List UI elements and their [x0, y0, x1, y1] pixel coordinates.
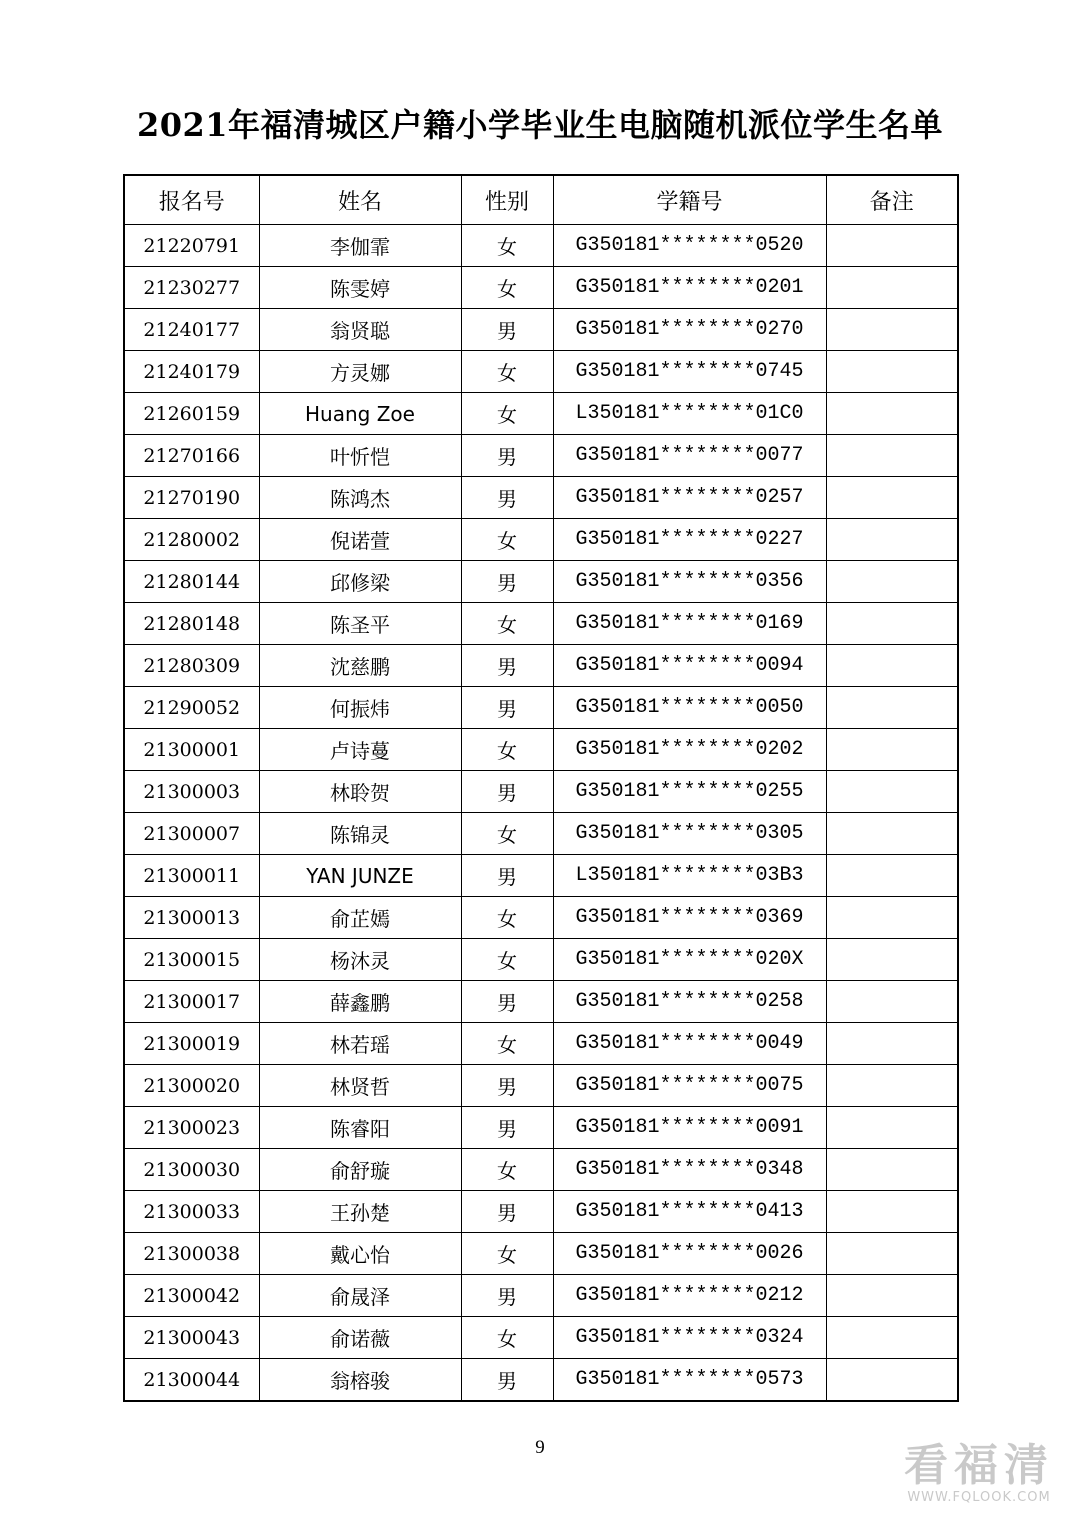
table-row: [124, 939, 958, 981]
table-body: [124, 225, 958, 1402]
page-title: 2021年福清城区户籍小学毕业生电脑随机派位学生名单: [136, 106, 944, 144]
student-id-cell: G350181********020X: [553, 939, 826, 981]
name-cell: 俞诺薇: [259, 1317, 461, 1359]
name-cell: 翁榕骏: [259, 1359, 461, 1402]
name-cell: 陈鸿杰: [259, 477, 461, 519]
remarks-cell: [826, 393, 958, 435]
table-row: [124, 351, 958, 393]
registration-number-cell: 21300023: [124, 1107, 259, 1149]
table-row: [124, 1275, 958, 1317]
gender-cell: 女: [461, 1317, 553, 1359]
remarks-cell: [826, 1149, 958, 1191]
site-watermark-logo: [904, 1442, 1054, 1506]
name-cell: 林若瑶: [259, 1023, 461, 1065]
student-id-cell: G350181********0075: [553, 1065, 826, 1107]
remarks-cell: [826, 435, 958, 477]
table-row: [124, 561, 958, 603]
registration-number-cell: 21300044: [124, 1359, 259, 1402]
remarks-cell: [826, 1359, 958, 1402]
header-name: 姓名: [259, 175, 461, 225]
remarks-cell: [826, 771, 958, 813]
table-row: [124, 603, 958, 645]
name-cell: Huang Zoe: [259, 393, 461, 435]
registration-number-cell: 21270166: [124, 435, 259, 477]
registration-number-cell: 21230277: [124, 267, 259, 309]
table-row: [124, 1233, 958, 1275]
student-id-cell: G350181********0169: [553, 603, 826, 645]
gender-cell: 男: [461, 435, 553, 477]
student-id-cell: G350181********0258: [553, 981, 826, 1023]
registration-number-cell: 21280002: [124, 519, 259, 561]
remarks-cell: [826, 519, 958, 561]
gender-cell: 女: [461, 225, 553, 267]
gender-cell: 男: [461, 309, 553, 351]
name-cell: 何振炜: [259, 687, 461, 729]
student-id-cell: G350181********0227: [553, 519, 826, 561]
name-cell: 林聆贺: [259, 771, 461, 813]
name-cell: YAN JUNZE: [259, 855, 461, 897]
gender-cell: 男: [461, 687, 553, 729]
header-gender: 性别: [461, 175, 553, 225]
registration-number-cell: 21300001: [124, 729, 259, 771]
table-row: [124, 771, 958, 813]
registration-number-cell: 21300015: [124, 939, 259, 981]
remarks-cell: [826, 1275, 958, 1317]
watermark-text: 看福清: [904, 1440, 1054, 1491]
table-row: [124, 981, 958, 1023]
table-row: [124, 1149, 958, 1191]
name-cell: 翁贤聪: [259, 309, 461, 351]
name-cell: 叶忻恺: [259, 435, 461, 477]
name-cell: 陈雯婷: [259, 267, 461, 309]
gender-cell: 女: [461, 729, 553, 771]
registration-number-cell: 21300013: [124, 897, 259, 939]
student-id-cell: G350181********0201: [553, 267, 826, 309]
page-number: 9: [535, 1437, 545, 1458]
remarks-cell: [826, 351, 958, 393]
registration-number-cell: 21300030: [124, 1149, 259, 1191]
registration-number-cell: 21300003: [124, 771, 259, 813]
table-row: [124, 1317, 958, 1359]
table-row: [124, 1107, 958, 1149]
table-row: [124, 1065, 958, 1107]
table-header-row: [124, 175, 958, 225]
student-id-cell: G350181********0369: [553, 897, 826, 939]
student-id-cell: G350181********0356: [553, 561, 826, 603]
table-row: [124, 1359, 958, 1402]
name-cell: 沈慈鹏: [259, 645, 461, 687]
name-cell: 俞舒璇: [259, 1149, 461, 1191]
name-cell: 林贤哲: [259, 1065, 461, 1107]
name-cell: 俞芷嫣: [259, 897, 461, 939]
registration-number-cell: 21270190: [124, 477, 259, 519]
remarks-cell: [826, 897, 958, 939]
remarks-cell: [826, 1191, 958, 1233]
remarks-cell: [826, 561, 958, 603]
remarks-cell: [826, 981, 958, 1023]
gender-cell: 男: [461, 1359, 553, 1402]
student-id-cell: G350181********0573: [553, 1359, 826, 1402]
gender-cell: 女: [461, 351, 553, 393]
registration-number-cell: 21220791: [124, 225, 259, 267]
remarks-cell: [826, 687, 958, 729]
gender-cell: 女: [461, 813, 553, 855]
remarks-cell: [826, 603, 958, 645]
table-row: [124, 1023, 958, 1065]
registration-number-cell: 21280144: [124, 561, 259, 603]
gender-cell: 男: [461, 771, 553, 813]
remarks-cell: [826, 939, 958, 981]
table-row: [124, 897, 958, 939]
gender-cell: 男: [461, 981, 553, 1023]
student-id-cell: G350181********0745: [553, 351, 826, 393]
header-registration-number: 报名号: [124, 175, 259, 225]
table-row: [124, 309, 958, 351]
student-id-cell: G350181********0077: [553, 435, 826, 477]
gender-cell: 男: [461, 1107, 553, 1149]
gender-cell: 女: [461, 1023, 553, 1065]
header-student-id: 学籍号: [553, 175, 826, 225]
student-id-cell: G350181********0257: [553, 477, 826, 519]
name-cell: 倪诺萱: [259, 519, 461, 561]
student-id-cell: L350181********01C0: [553, 393, 826, 435]
remarks-cell: [826, 855, 958, 897]
table-row: [124, 435, 958, 477]
table-row: [124, 687, 958, 729]
gender-cell: 男: [461, 855, 553, 897]
name-cell: 卢诗蔓: [259, 729, 461, 771]
registration-number-cell: 21260159: [124, 393, 259, 435]
student-id-cell: G350181********0094: [553, 645, 826, 687]
remarks-cell: [826, 1107, 958, 1149]
registration-number-cell: 21280309: [124, 645, 259, 687]
gender-cell: 男: [461, 477, 553, 519]
student-id-cell: G350181********0348: [553, 1149, 826, 1191]
student-id-cell: L350181********03B3: [553, 855, 826, 897]
gender-cell: 男: [461, 645, 553, 687]
gender-cell: 女: [461, 519, 553, 561]
student-id-cell: G350181********0255: [553, 771, 826, 813]
gender-cell: 男: [461, 1275, 553, 1317]
table-row: [124, 855, 958, 897]
table-row: [124, 813, 958, 855]
name-cell: 陈圣平: [259, 603, 461, 645]
student-id-cell: G350181********0520: [553, 225, 826, 267]
student-id-cell: G350181********0049: [553, 1023, 826, 1065]
student-id-cell: G350181********0270: [553, 309, 826, 351]
student-id-cell: G350181********0091: [553, 1107, 826, 1149]
gender-cell: 女: [461, 1149, 553, 1191]
table-row: [124, 267, 958, 309]
student-id-cell: G350181********0050: [553, 687, 826, 729]
registration-number-cell: 21300011: [124, 855, 259, 897]
remarks-cell: [826, 1317, 958, 1359]
registration-number-cell: 21290052: [124, 687, 259, 729]
student-roster-table: [123, 174, 959, 1402]
registration-number-cell: 21300038: [124, 1233, 259, 1275]
remarks-cell: [826, 813, 958, 855]
name-cell: 陈锦灵: [259, 813, 461, 855]
gender-cell: 男: [461, 561, 553, 603]
remarks-cell: [826, 1023, 958, 1065]
remarks-cell: [826, 477, 958, 519]
registration-number-cell: 21240177: [124, 309, 259, 351]
name-cell: 邱修梁: [259, 561, 461, 603]
gender-cell: 女: [461, 393, 553, 435]
name-cell: 王孙楚: [259, 1191, 461, 1233]
registration-number-cell: 21300017: [124, 981, 259, 1023]
gender-cell: 女: [461, 603, 553, 645]
remarks-cell: [826, 1065, 958, 1107]
student-id-cell: G350181********0324: [553, 1317, 826, 1359]
registration-number-cell: 21300019: [124, 1023, 259, 1065]
remarks-cell: [826, 645, 958, 687]
gender-cell: 女: [461, 1233, 553, 1275]
name-cell: 俞晟泽: [259, 1275, 461, 1317]
registration-number-cell: 21280148: [124, 603, 259, 645]
name-cell: 方灵娜: [259, 351, 461, 393]
name-cell: 薛鑫鹏: [259, 981, 461, 1023]
table-row: [124, 519, 958, 561]
name-cell: 李伽霏: [259, 225, 461, 267]
table-row: [124, 225, 958, 267]
gender-cell: 女: [461, 939, 553, 981]
table-row: [124, 729, 958, 771]
registration-number-cell: 21300043: [124, 1317, 259, 1359]
registration-number-cell: 21300042: [124, 1275, 259, 1317]
registration-number-cell: 21300020: [124, 1065, 259, 1107]
student-id-cell: G350181********0202: [553, 729, 826, 771]
remarks-cell: [826, 1233, 958, 1275]
remarks-cell: [826, 225, 958, 267]
name-cell: 杨沐灵: [259, 939, 461, 981]
table-row: [124, 477, 958, 519]
remarks-cell: [826, 309, 958, 351]
gender-cell: 女: [461, 897, 553, 939]
watermark-url: WWW.FQLOOK.COM: [907, 1490, 1051, 1505]
student-id-cell: G350181********0413: [553, 1191, 826, 1233]
registration-number-cell: 21240179: [124, 351, 259, 393]
table-row: [124, 393, 958, 435]
gender-cell: 女: [461, 267, 553, 309]
remarks-cell: [826, 729, 958, 771]
header-remarks: 备注: [826, 175, 958, 225]
student-id-cell: G350181********0026: [553, 1233, 826, 1275]
gender-cell: 男: [461, 1065, 553, 1107]
table-row: [124, 1191, 958, 1233]
name-cell: 戴心怡: [259, 1233, 461, 1275]
table-row: [124, 645, 958, 687]
name-cell: 陈睿阳: [259, 1107, 461, 1149]
remarks-cell: [826, 267, 958, 309]
student-id-cell: G350181********0212: [553, 1275, 826, 1317]
student-id-cell: G350181********0305: [553, 813, 826, 855]
registration-number-cell: 21300033: [124, 1191, 259, 1233]
registration-number-cell: 21300007: [124, 813, 259, 855]
gender-cell: 男: [461, 1191, 553, 1233]
